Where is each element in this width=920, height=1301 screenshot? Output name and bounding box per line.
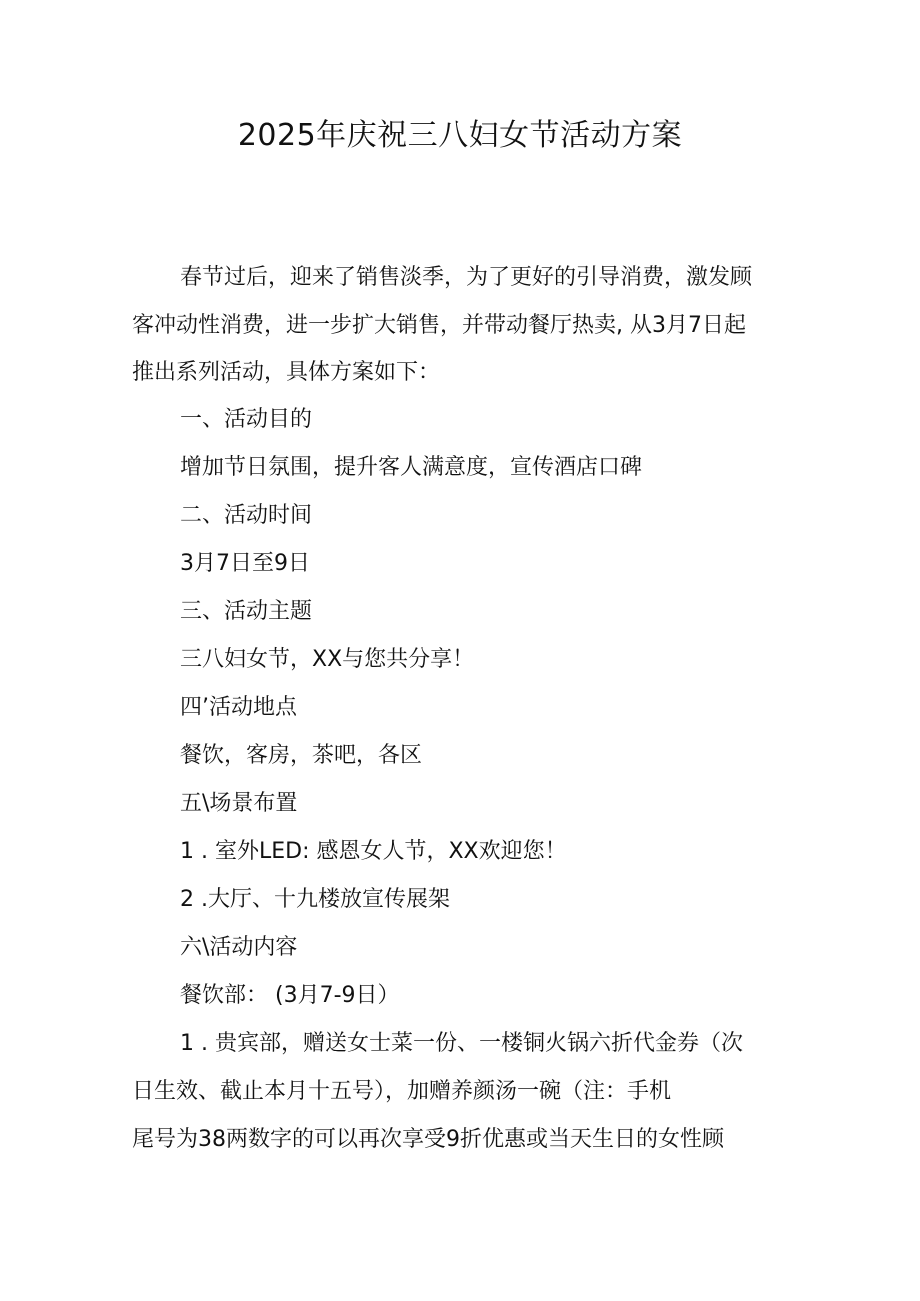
list-item-layout-2: 2 .大厅、十九楼放宣传展架 [180,887,450,912]
paragraph-theme: 三八妇女节，XX与您共分享！ [180,647,475,672]
section-heading-layout: 五\场景布置 [180,791,298,816]
section-heading-content: 六\活动内容 [180,935,298,960]
paragraph-catering: 餐饮部： (3月7-9日） [180,983,400,1008]
paragraph-purpose: 增加节日氛围，提升客人满意度，宣传酒店口碑 [180,455,643,480]
paragraph-location: 餐饮，客房，茶吧，各区 [180,743,423,768]
intro-line-2: 客冲动性消费，进一步扩大销售，并带动餐厅热卖, 从3月7日起 [132,313,746,338]
intro-line-3: 推出系列活动，具体方案如下： [132,360,441,385]
paragraph-continuation-2: 尾号为38两数字的可以再次享受9折优惠或当天生日的女性顾 [132,1127,724,1152]
section-heading-theme: 三、活动主题 [180,599,313,624]
section-heading-purpose: 一、活动目的 [180,407,313,432]
intro-line-1: 春节过后，迎来了销售淡季，为了更好的引导消费，激发顾 [180,265,753,290]
paragraph-time: 3月7日至9日 [180,551,310,576]
paragraph-continuation-1: 日生效、截止本月十五号），加赠养颜汤一碗（注：手机 [132,1079,672,1104]
document-title: 2025年庆祝三八妇女节活动方案 [237,118,683,153]
section-heading-time: 二、活动时间 [180,503,313,528]
list-item-content-1: 1 . 贵宾部，赠送女士菜一份、一楼铜火锅六折代金券（次 [180,1031,743,1056]
list-item-layout-1: 1 . 室外LED: 感恩女人节，XX欢迎您！ [180,839,567,864]
section-heading-location: 四’活动地点 [180,695,297,720]
